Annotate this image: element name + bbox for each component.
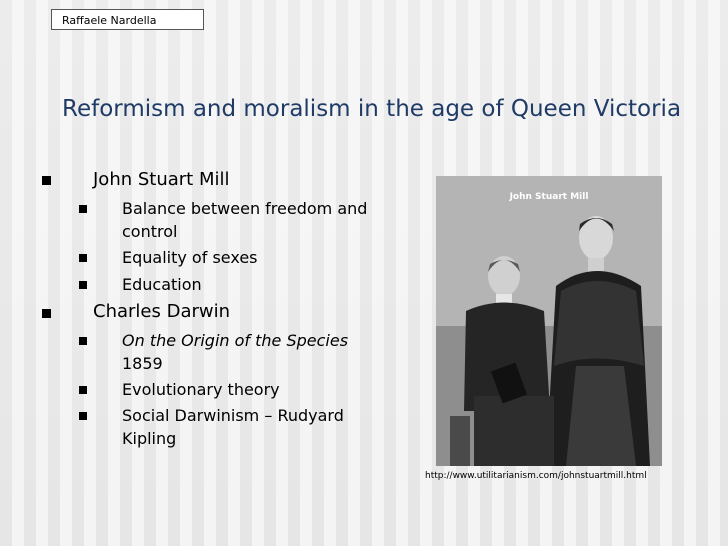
bullet-marker-icon [79, 281, 87, 289]
bullet-darwin-origin-title: On the Origin of the Species [122, 331, 349, 350]
slide-title: Reformism and moralism in the age of Queen Victoria [62, 96, 682, 122]
bullet-mill-item-2: Equality of sexes [122, 248, 258, 267]
bullet-darwin-item-2-line-2: Kipling [122, 429, 177, 448]
bullet-mill-item-1-line-2: control [122, 222, 178, 241]
bullet-marker-icon [42, 176, 51, 185]
portrait-illustration [436, 176, 662, 466]
bullet-darwin-origin-year: 1859 [122, 354, 163, 373]
bullet-marker-icon [79, 205, 87, 213]
bullet-darwin-heading: Charles Darwin [93, 301, 231, 322]
bullet-mill-item-3: Education [122, 275, 202, 294]
bullet-darwin-item-1: Evolutionary theory [122, 380, 280, 399]
bullet-mill-heading: John Stuart Mill [93, 169, 230, 190]
bullet-marker-icon [79, 254, 87, 262]
bullet-marker-icon [79, 337, 87, 345]
bullet-mill-item-1-line-1: Balance between freedom and [122, 199, 368, 218]
photo-caption: John Stuart Mill [509, 192, 589, 202]
bullet-marker-icon [79, 412, 87, 420]
photo-credit-link[interactable]: http://www.utilitarianism.com/johnstuartmill.html [425, 471, 647, 481]
bullet-marker-icon [42, 309, 51, 318]
author-label: Raffaele Nardella [51, 9, 204, 30]
bullet-darwin-item-2-line-1: Social Darwinism – Rudyard [122, 406, 344, 425]
mill-portrait-photo [436, 176, 662, 466]
bullet-marker-icon [79, 386, 87, 394]
